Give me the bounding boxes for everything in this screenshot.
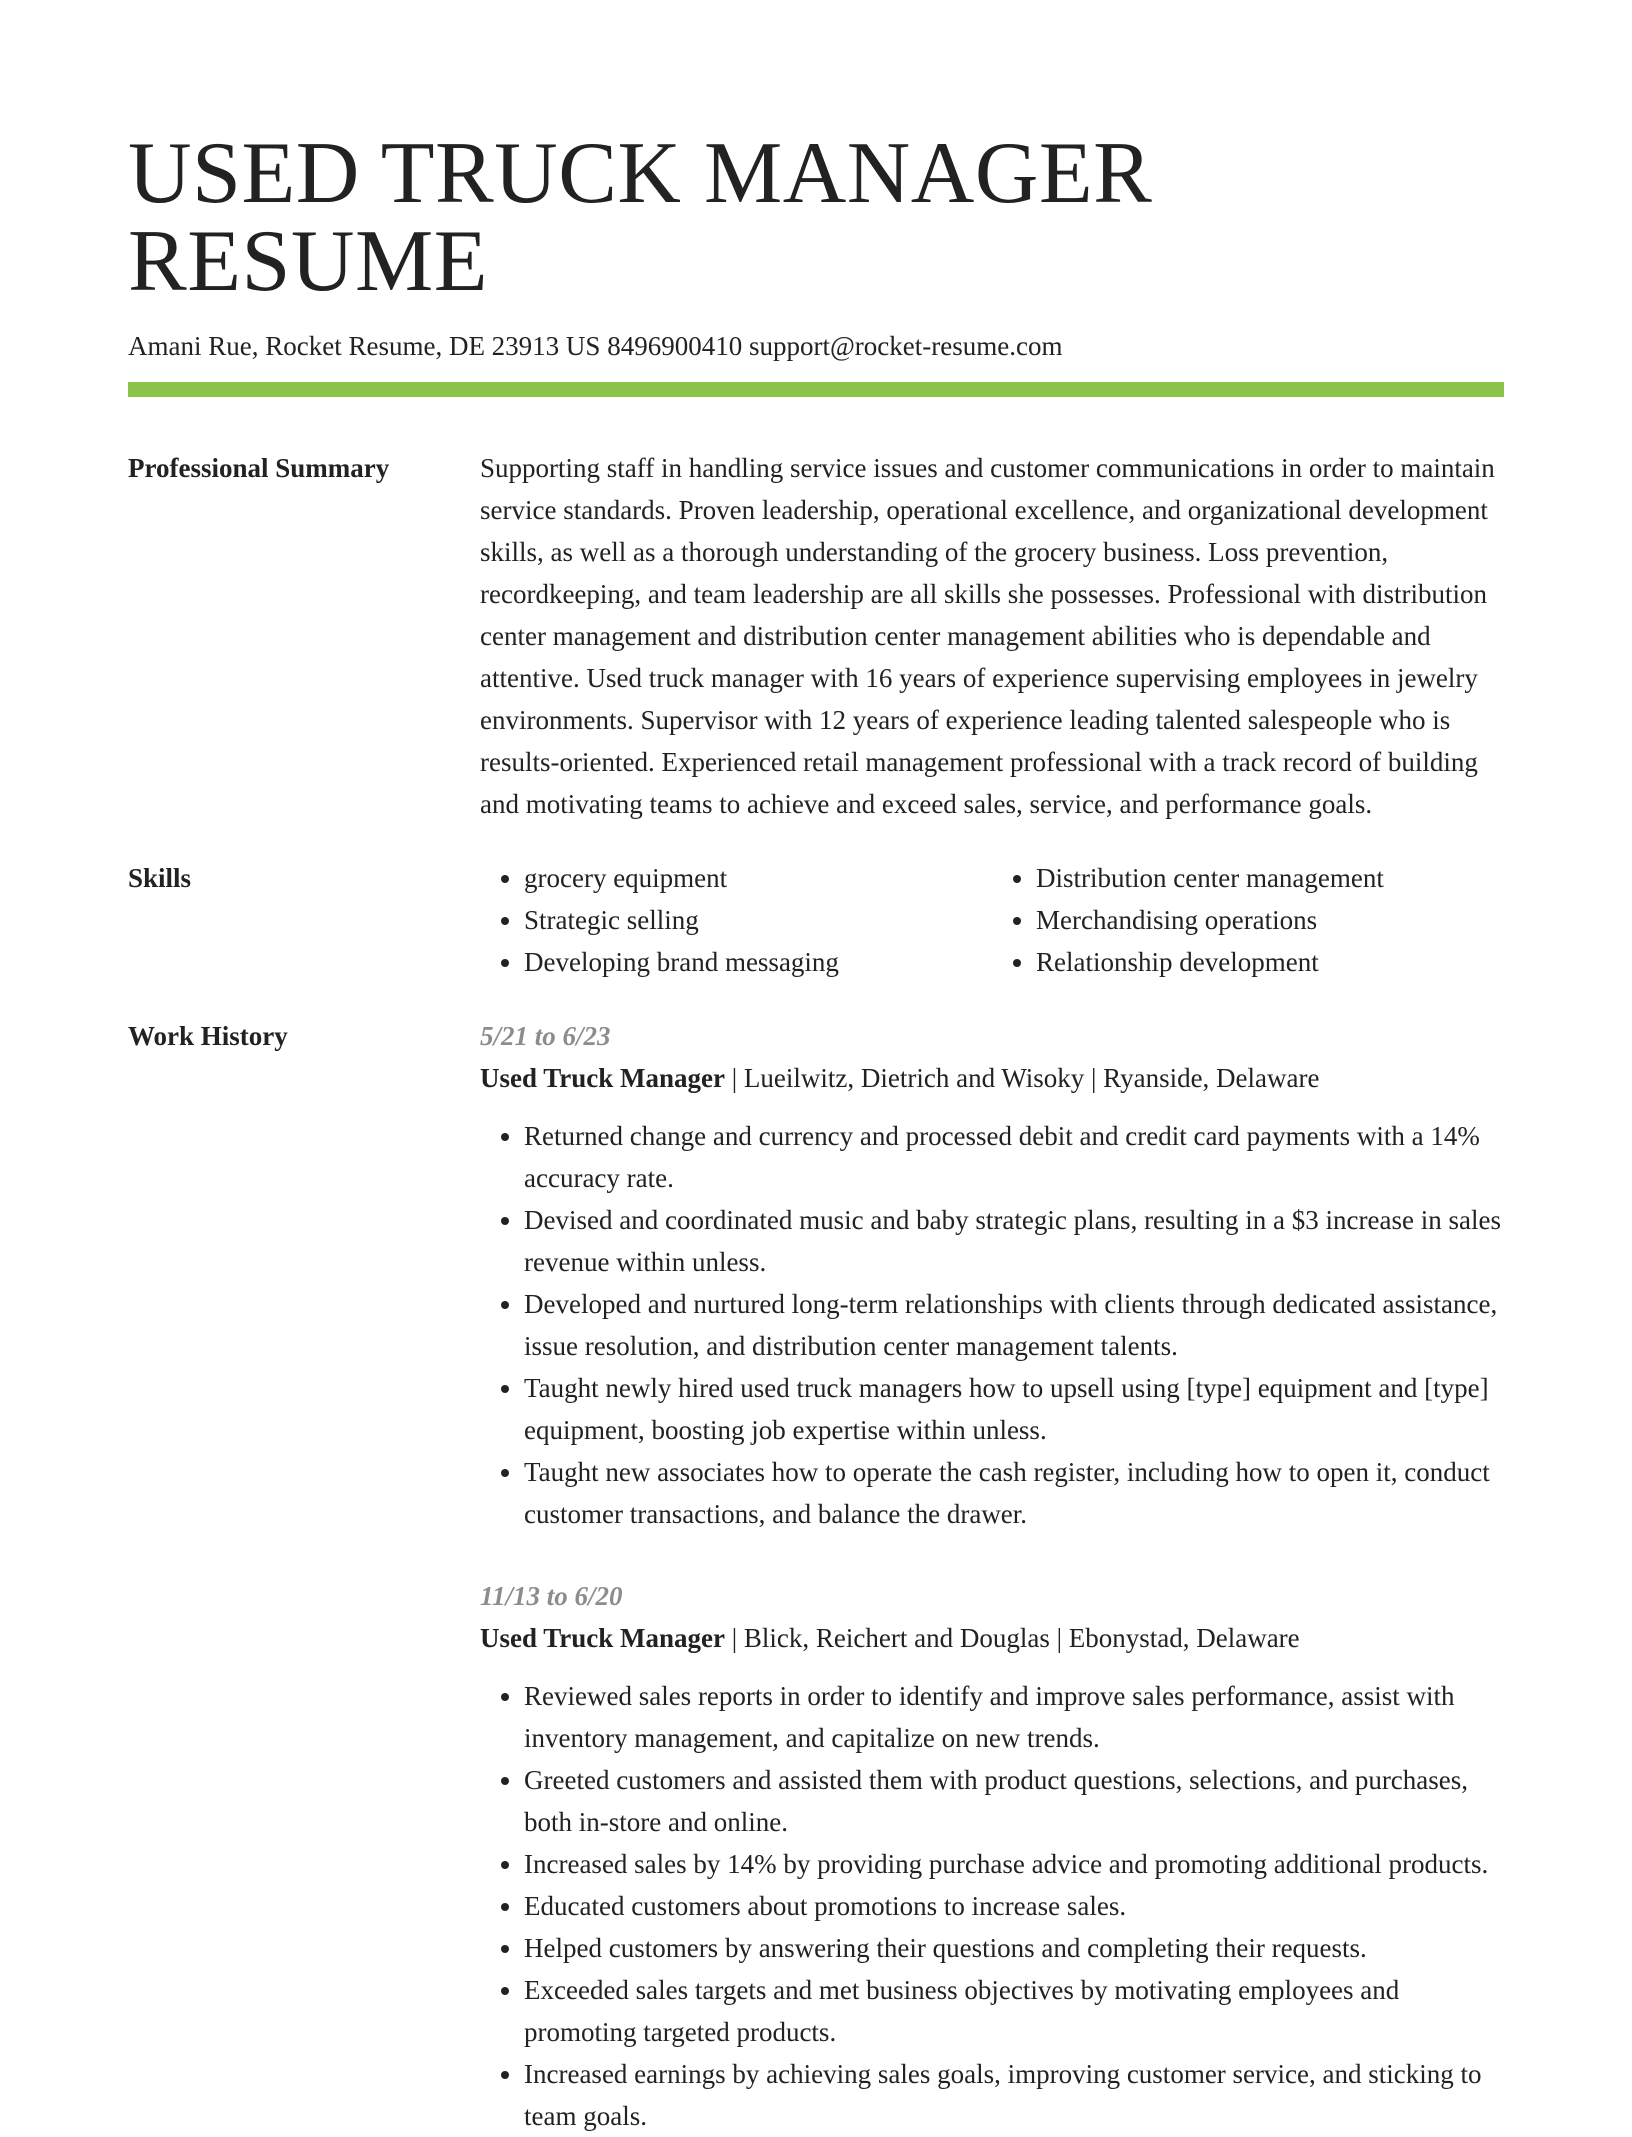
skill-item: • Strategic selling [524, 899, 992, 941]
job-bullet: • Exceeded sales targets and met business objectives by motivating employees and promoting targeted products. [524, 1969, 1504, 2053]
job-bullet: • Increased sales by 14% by providing purchase advice and promoting additional products. [524, 1843, 1504, 1885]
job-bullet: • Developed and nurtured long-term relationships with clients through dedicated assistance, issue resolution, and distribution center management talents. [524, 1283, 1504, 1367]
section-label-summary: Professional Summary [128, 453, 390, 484]
job-bullets [480, 1675, 1504, 2137]
job-header [480, 1057, 1504, 1099]
summary-text: Supporting staff in handling service issues and customer communications in order to maintain service standards. Proven leadership, operational excellence, and organizational development skills, as well as a thorough understanding of the grocery business. Loss prevention, recordkeeping, and team leadership are all skills she possesses. Professional with distribution center management and distribution center management abilities who is dependable and attentive. Used truck manager with 16 years of experience supervising employees in jewelry environments. Supervisor with 12 years of experience leading talented salespeople who is results-oriented. Experienced retail management professional with a track record of building and motivating teams to achieve and exceed sales, service, and performance goals. [480, 453, 1495, 820]
job-company: Lueilwitz, Dietrich and Wisoky [743, 1063, 1085, 1094]
skills-section [128, 857, 1504, 983]
job-separator: | [1084, 1063, 1104, 1094]
job-title: Used Truck Manager [480, 1623, 725, 1654]
job-bullet: • Taught new associates how to operate the cash register, including how to open it, conduct customer transactions, and balance the drawer. [524, 1451, 1504, 1535]
skill-item: • Developing brand messaging [524, 941, 992, 983]
skills-column-1 [480, 857, 992, 983]
job-bullet: • Reviewed sales reports in order to identify and improve sales performance, assist with inventory management, and capitalize on new trends. [524, 1675, 1504, 1759]
job-bullet: • Increased earnings by achieving sales goals, improving customer service, and sticking to team goals. [524, 2053, 1504, 2137]
job-separator: | [725, 1063, 744, 1094]
resume-title: USED TRUCK MANAGER RESUME [128, 125, 1153, 310]
job-entry [480, 1575, 1504, 2137]
skills-grid [480, 857, 1504, 983]
job-separator: | [725, 1623, 744, 1654]
job-bullet: • Devised and coordinated music and baby strategic plans, resulting in a $3 increase in sales revenue within unless. [524, 1199, 1504, 1283]
job-header [480, 1617, 1504, 1659]
section-label-work: Work History [128, 1021, 288, 1052]
job-bullet: • Helped customers by answering their questions and completing their requests. [524, 1927, 1504, 1969]
work-history-body [480, 1015, 1504, 2137]
skill-item: • Distribution center management [1036, 857, 1504, 899]
section-label-skills: Skills [128, 863, 192, 894]
job-bullets [480, 1115, 1504, 1535]
work-history-section [128, 1015, 1504, 2137]
job-entry [480, 1015, 1504, 1535]
job-bullet: • Returned change and currency and processed debit and credit card payments with a 14% accuracy rate. [524, 1115, 1504, 1199]
job-company: Blick, Reichert and Douglas [743, 1623, 1050, 1654]
job-title: Used Truck Manager [480, 1063, 725, 1094]
skills-column-2 [992, 857, 1504, 983]
accent-divider [128, 382, 1504, 397]
job-bullet: • Educated customers about promotions to increase sales. [524, 1885, 1504, 1927]
job-bullet: • Taught newly hired used truck managers how to upsell using [type] equipment and [type] equipment, boosting job expertise within unless. [524, 1367, 1504, 1451]
job-separator: | [1049, 1623, 1069, 1654]
skill-item: • grocery equipment [524, 857, 992, 899]
skill-item: • Merchandising operations [1036, 899, 1504, 941]
summary-section [128, 447, 1504, 825]
skill-item: • Relationship development [1036, 941, 1504, 983]
job-location: Ebonystad, Delaware [1068, 1623, 1300, 1654]
contact-line: Amani Rue, Rocket Resume, DE 23913 US 8496900410 support@rocket-resume.com [128, 331, 1063, 361]
job-dates: 11/13 to 6/20 [480, 1581, 623, 1612]
job-dates: 5/21 to 6/23 [480, 1021, 611, 1052]
job-bullet: • Greeted customers and assisted them with product questions, selections, and purchases, both in-store and online. [524, 1759, 1504, 1843]
job-location: Ryanside, Delaware [1103, 1063, 1320, 1094]
